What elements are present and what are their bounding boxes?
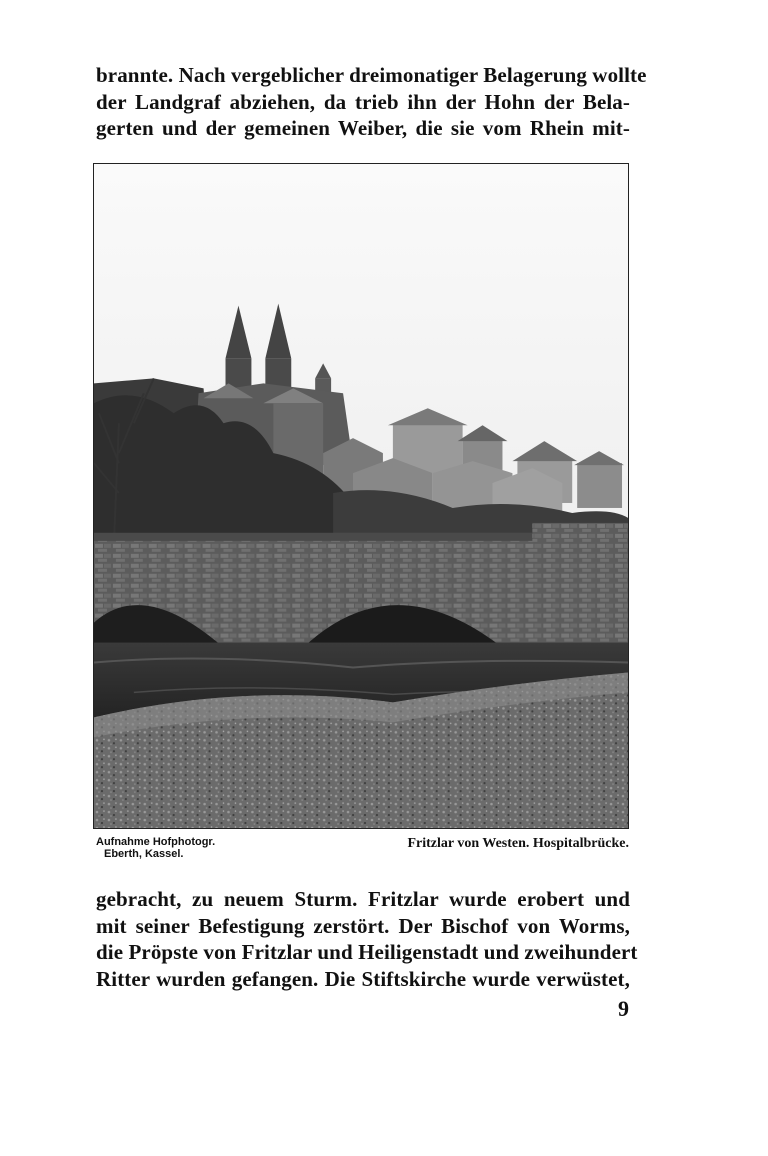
- text-line: Ritter wurden gefangen. Die Stiftskirche wurde verwüstet,: [96, 966, 630, 991]
- figure-caption: Fritzlar von Westen. Hospitalbrücke.: [407, 836, 629, 851]
- bottom-paragraph: [96, 886, 638, 992]
- page-number: 9: [618, 996, 629, 1021]
- photo-credit-line1: Aufnahme Hofphotogr.: [96, 836, 216, 848]
- text-line: gerten und der gemeinen Weiber, die sie vom Rhein mit-: [96, 116, 630, 140]
- photograph-fritzlar-bridge: [93, 163, 629, 829]
- text-line: die Pröpste von Fritzlar und Heiligenstadt und zweihundert: [96, 940, 638, 964]
- text-line: der Landgraf abziehen, da trieb ihn der Hohn der Bela-: [96, 89, 630, 114]
- text-line: mit seiner Befestigung zerstört. Der Bischof von Worms,: [96, 913, 630, 938]
- photo-illustration: [94, 164, 628, 828]
- text-line: brannte. Nach vergeblicher dreimonatiger Belagerung wollte: [96, 63, 647, 87]
- photo-credit-line2: Eberth, Kassel.: [104, 848, 184, 860]
- text-line: gebracht, zu neuem Sturm. Fritzlar wurde erobert und: [96, 887, 630, 911]
- top-paragraph: [96, 62, 647, 142]
- photo-credit: [96, 836, 215, 860]
